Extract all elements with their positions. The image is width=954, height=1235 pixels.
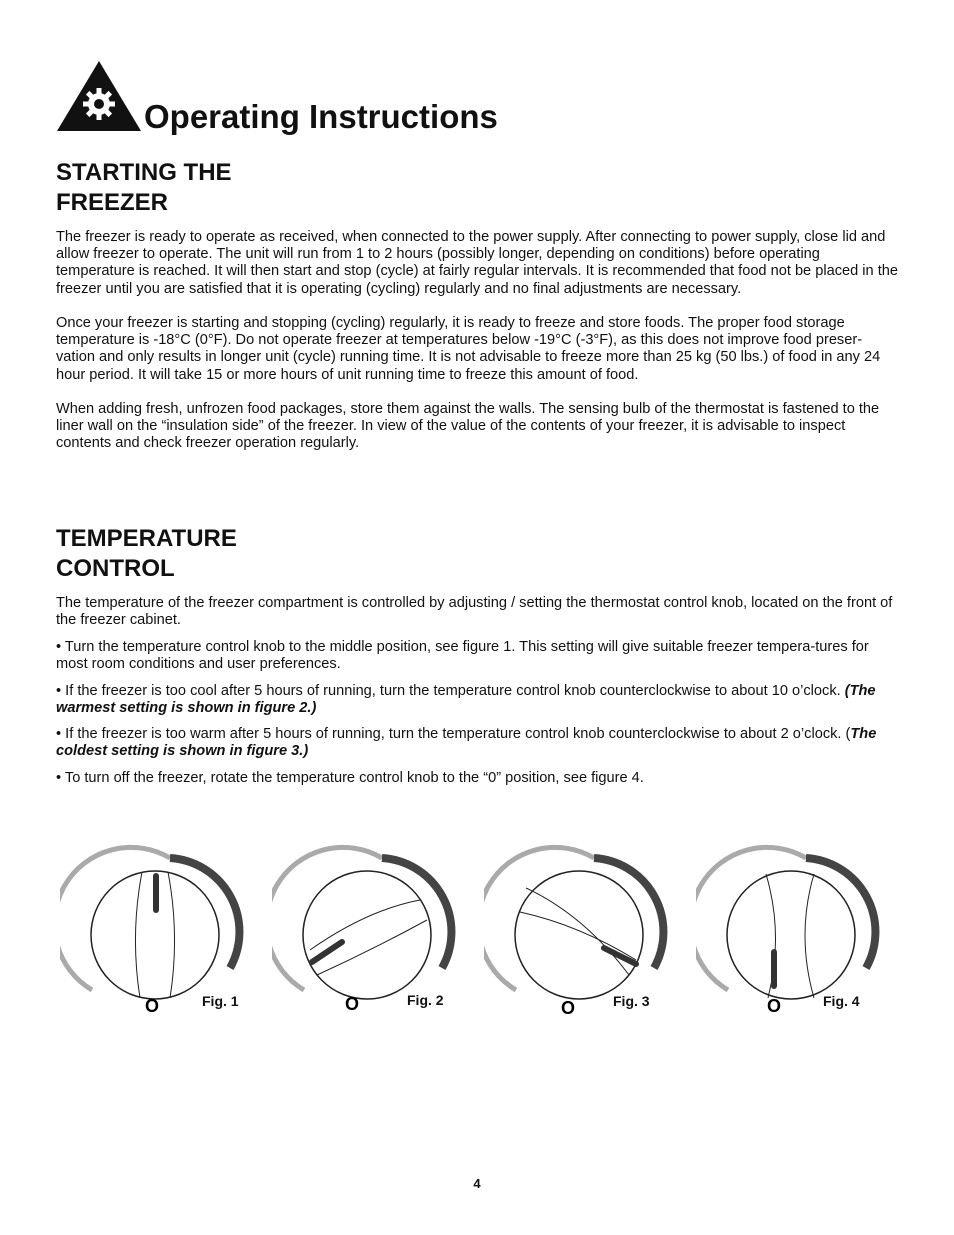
section-title-line: STARTING THE [56,159,232,186]
figure-label: Fig. 4 [823,993,860,1009]
paragraph: The temperature of the freezer compartment is controlled by adjusting / setting the thermostat control knob, located on the front of the freezer cabinet. [56,595,893,629]
page-title: Operating Instructions [144,98,498,135]
figure-knob-coldest [484,840,684,1025]
page-header [56,60,896,140]
bullet-emphasis: The coldest setting is shown in figure 3.) [56,726,877,760]
zero-mark: O [344,994,360,1014]
figure-label: Fig. 1 [202,993,239,1009]
paragraph: When adding fresh, unfrozen food packages, store them against the walls. The sensing bulb of the thermostat is fastened to the liner wall on the “insulation side” of the freezer. In view of the value of the contents of your freezer, it is advisable to inspect contents and check freezer operation regularly. [56,401,880,452]
bullet-item: • To turn off the freezer, rotate the temperature control knob to the “0” position, see figure 4. [56,770,644,786]
thermostat-knob-icon [484,840,684,1025]
figure-knob-middle [60,840,260,1025]
bullet-emphasis: (The warmest setting is shown in figure 2.) [56,683,876,717]
section-title-line: TEMPERATURE [56,525,237,552]
figure-knob-off [696,840,896,1025]
section-title-temperature [56,524,237,584]
thermostat-knob-icon [696,840,896,1025]
figure-label: Fig. 3 [613,993,650,1009]
bullet-text: • If the freezer is too warm after 5 hours of running, turn the temperature control knob counterclockwise to about 2 o’clock. ( [56,726,851,742]
figure-label: Fig. 2 [407,992,444,1008]
section-title-line: CONTROL [56,555,175,582]
zero-mark: O [766,996,782,1016]
section-title-starting [56,158,232,218]
bullet-text: • If the freezer is too cool after 5 hours of running, turn the temperature control knob counterclockwise to about 10 o’clock. [56,683,845,699]
figure-knob-warmest [272,840,472,1025]
bullet-item [56,726,898,760]
warning-gear-icon [56,60,142,132]
paragraph: The freezer is ready to operate as received, when connected to the power supply. After connecting to power supply, close lid and allow freezer to operate. The unit will run from 1 to 2 hours (possibly longer, depending on conditions) before operating temperature is reached. It will then start and stop (cycle) at fairly regular intervals. It is recommended that food not be placed in the freezer until you are satisfied that it is operating (cycling) regularly and no final adjustments are necessary. [56,229,898,297]
page-number: 4 [473,1176,481,1191]
zero-mark: O [144,996,160,1016]
knob-figures [60,840,900,1030]
zero-mark: O [560,998,576,1018]
bullet-item [56,683,898,717]
bullet-item: • Turn the temperature control knob to the middle position, see figure 1. This setting will give suitable freezer tempera-tures for most room conditions and user preferences. [56,639,869,673]
paragraph: Once your freezer is starting and stopping (cycling) regularly, it is ready to freeze and store foods. The proper food storage temperature is -18°C (0°F). Do not operate freezer at temperatures below -19°C (-3°F), as this does not improve food preser-vation and only results in longer unit (cycle) running time. It is not advisable to freeze more than 25 kg (50 lbs.) of food in any 24 hour period. It will take 15 or more hours of unit running time to freeze this amount of food. [56,315,881,383]
section-title-line: FREEZER [56,189,169,216]
